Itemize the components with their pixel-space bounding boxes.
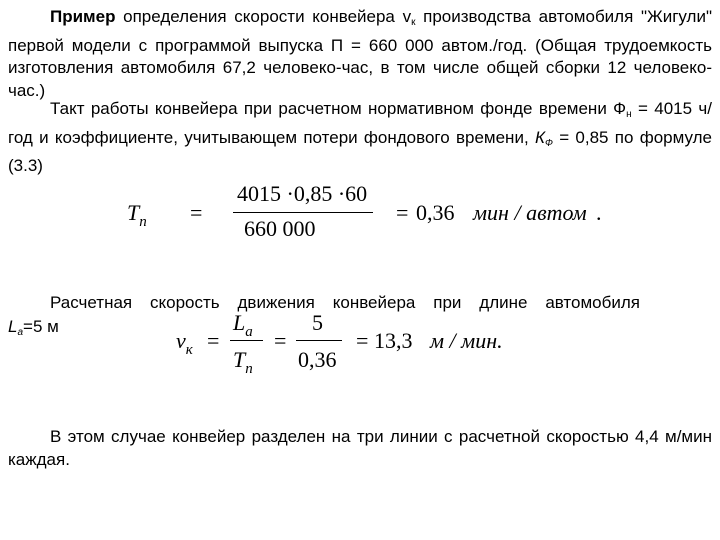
f2-num1: $L_a$ <box>233 310 253 340</box>
f1-eq1: = <box>190 200 203 225</box>
f2-eq3: = <box>356 328 369 353</box>
f2-result: 13,3 <box>374 328 413 353</box>
speed-paragraph <box>8 292 640 315</box>
f2-num2: 5 <box>312 310 323 335</box>
f1-result: 0,36 <box>416 200 455 225</box>
f1-unit: мин / автом <box>473 200 587 225</box>
p3-text-a: Расчетная скорость движения конвейера при длине автомобиля <box>50 293 640 312</box>
f1-fraction-line <box>233 212 373 213</box>
f1-numerator: 4015 ·0,85 ·60 <box>237 181 368 206</box>
p2-sub-f: Ф <box>544 137 553 149</box>
f2-unit: м / мин. <box>430 328 503 353</box>
p2-text-b: = 4015 ч/год и коэффициенте, учитывающем потери фондового времени, <box>8 99 712 147</box>
p3-sub-a: а <box>17 327 24 338</box>
example-label: Пример <box>50 7 116 26</box>
f1-lhs: $T_п$ <box>127 200 147 230</box>
p2-text-a: Такт работы конвейера при расчетном нормативном фонде времени Ф <box>50 99 627 118</box>
f2-den1: $T_п$ <box>233 347 253 377</box>
f2-lhs: $v_к$ <box>176 328 193 358</box>
f1-eq2: = <box>396 200 409 225</box>
p1-text-b: производства автомобиля "Жигули" первой модели с программой выпуска П = 660 000 автом./год. (Общая трудоемкость изготовления автомобиля 67,2 человеко-час, в том числе общей сборки 12 человеко-час.) <box>8 7 712 100</box>
f2-eq2: = <box>274 328 287 353</box>
f2-den2: 0,36 <box>298 347 337 372</box>
p2-k-symbol: К <box>534 127 545 147</box>
takt-paragraph <box>8 98 712 178</box>
p4-text: В этом случае конвейер разделен на три линии с расчетной скоростью 4,4 м/мин каждая. <box>8 427 712 469</box>
f2-eq1: = <box>207 328 220 353</box>
conclusion-paragraph <box>8 426 712 471</box>
f1-denominator: 660 000 <box>244 216 316 241</box>
speed-paragraph-line2 <box>8 316 712 345</box>
p3-text-b: =5 м <box>23 317 59 336</box>
p1-sub-k: к <box>411 17 416 28</box>
p2-text-c: = 0,85 по формуле (3.3) <box>8 127 713 175</box>
f1-dot: . <box>596 200 602 225</box>
p2-sub-n: н <box>626 109 632 120</box>
example-paragraph <box>8 6 712 102</box>
p3-l-symbol: L <box>8 317 18 336</box>
p1-text-a: определения скорости конвейера v <box>115 7 412 26</box>
